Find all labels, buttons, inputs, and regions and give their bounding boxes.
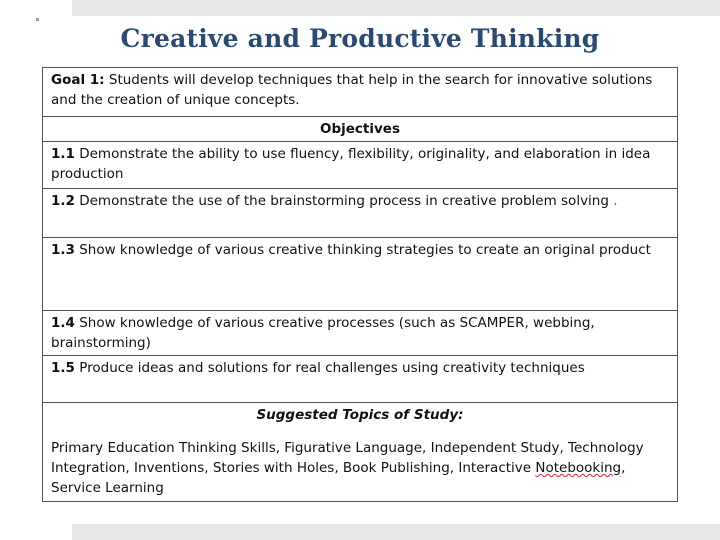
objective-cell [43, 311, 678, 356]
slide-title: Creative and Productive Thinking [120, 24, 600, 53]
goal-cell [43, 68, 678, 117]
objective-row [43, 238, 678, 311]
top-decorative-bar [72, 0, 720, 16]
objective-row [43, 356, 678, 403]
goal-label: Goal 1: [51, 72, 105, 88]
objective-row [43, 189, 678, 238]
objective-number: 1.5 [51, 360, 75, 376]
objective-cell [43, 189, 678, 238]
objective-text: Show knowledge of various creative thinking strategies to create an original product [79, 242, 651, 258]
objective-number: 1.2 [51, 193, 75, 209]
objective-row [43, 311, 678, 356]
objective-number: 1.4 [51, 315, 75, 331]
objective-cell [43, 356, 678, 403]
bottom-decorative-bar [72, 524, 720, 540]
topics-text-part: Primary Education Thinking Skills, Figurative Language, Independent Study, Technology Integration, Inventions, Stories with Holes, Book Publishing, Interactive [51, 440, 644, 476]
objective-cell [43, 142, 678, 189]
objective-number: 1.1 [51, 146, 75, 162]
spellcheck-flagged-word: Notebooking [535, 460, 622, 476]
goal-row [43, 68, 678, 117]
topics-text [51, 438, 669, 498]
topics-text-part: , Service Learning [51, 460, 626, 496]
curriculum-table [42, 67, 678, 502]
topics-row [43, 403, 678, 502]
objectives-header-row [43, 117, 678, 142]
goal-text: Students will develop techniques that help in the search for innovative solutions and the creation of unique concepts. [51, 72, 653, 108]
objectives-header: Objectives [43, 117, 678, 142]
corner-mark [36, 18, 39, 21]
objective-cell [43, 238, 678, 311]
objective-text: Demonstrate the use of the brainstorming process in creative problem solving [79, 193, 609, 209]
objective-text: Demonstrate the ability to use fluency, flexibility, originality, and elaboration in idea production [51, 146, 651, 182]
topics-cell [43, 403, 678, 502]
topics-header: Suggested Topics of Study: [256, 407, 464, 423]
objective-trailing-mark: . [613, 193, 618, 209]
objective-text: Show knowledge of various creative processes (such as SCAMPER, webbing, brainstorming) [51, 315, 595, 351]
objective-text: Produce ideas and solutions for real challenges using creativity techniques [79, 360, 585, 376]
objective-number: 1.3 [51, 242, 75, 258]
objective-row [43, 142, 678, 189]
